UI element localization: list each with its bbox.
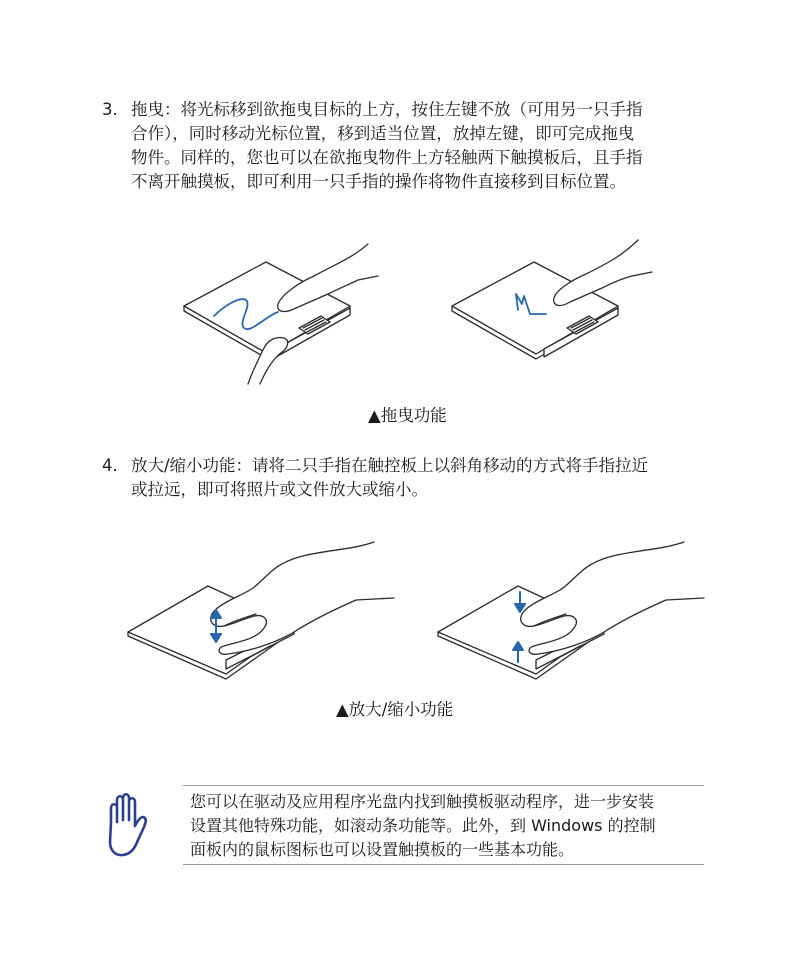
text-line: 合作），同时移动光标位置，移到适当位置，放掉左键，即可完成拖曳 xyxy=(131,124,635,143)
text-line: 或拉远，即可将照片或文件放大或缩小。 xyxy=(131,480,428,499)
zoom-caption: ▲放大/缩小功能 xyxy=(336,700,454,719)
note-line: 设置其他特殊功能，如滚动条功能等。此外，到 Windows 的控制 xyxy=(190,816,656,835)
zoom-out-illustration xyxy=(124,536,404,686)
zoom-in-illustration xyxy=(434,536,714,686)
hand-index-finger xyxy=(554,240,652,305)
drag-caption: ▲拖曳功能 xyxy=(368,406,447,425)
note-top-rule xyxy=(183,785,704,786)
note-bottom-rule xyxy=(183,864,704,865)
item-number: 4. xyxy=(102,456,118,475)
hand-palm-icon xyxy=(100,792,150,858)
text-line: 不离开触摸板，即可利用一只手指的操作将物件直接移到目标位置。 xyxy=(131,172,626,191)
item-number: 3. xyxy=(102,100,118,119)
text-line: 拖曳：将光标移到欲拖曳目标的上方，按住左键不放（可用另一只手指 xyxy=(131,100,643,119)
driver-note xyxy=(190,790,710,862)
drag-instruction xyxy=(102,98,712,194)
text-line: 物件。同样的，您也可以在欲拖曳物件上方轻触两下触摸板后，且手指 xyxy=(131,148,643,167)
note-line: 面板内的鼠标图标也可以设置触摸板的一些基本功能。 xyxy=(190,840,575,859)
note-line: 您可以在驱动及应用程序光盘内找到触摸板驱动程序，进一步安装 xyxy=(190,792,655,811)
drag-illustration-double-tap xyxy=(446,236,656,388)
zoom-instruction xyxy=(102,454,712,502)
drag-illustration-one-finger xyxy=(178,236,388,388)
text-line: 放大/缩小功能：请将二只手指在触控板上以斜角移动的方式将手指拉近 xyxy=(131,456,649,475)
